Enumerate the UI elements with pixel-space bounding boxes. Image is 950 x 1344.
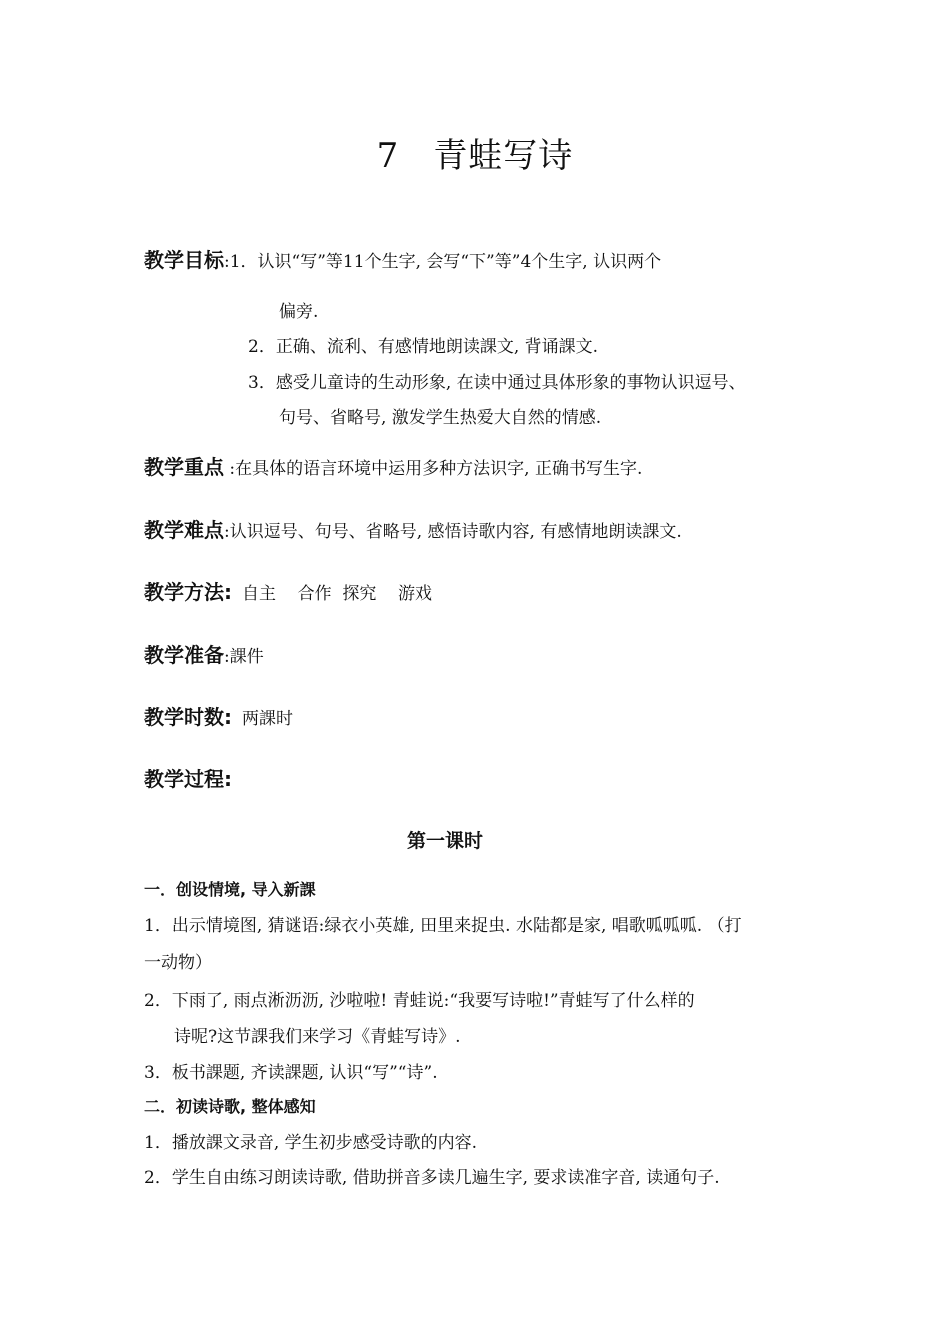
preparation-text: :課件 — [224, 647, 264, 667]
process-label: 教学过程: — [144, 767, 232, 791]
objective-2: 2．正确、流利、有感情地朗读課文, 背诵課文. — [248, 337, 599, 357]
part1-item2: 2．下雨了, 雨点淅沥沥, 沙啦啦! 青蛙说:“我要写诗啦!”青蛙写了什么样的 — [144, 991, 695, 1011]
objective-1: 1．认识“写”等11个生字, 会写“下”等”4个生字, 认识两个 — [229, 252, 662, 272]
lesson-title: 青蛙写诗 — [433, 136, 574, 176]
difficulty — [144, 514, 682, 543]
part2-item2: 2．学生自由练习朗读诗歌, 借助拼音多读几遍生字, 要求读准字音, 读通句子. — [144, 1168, 720, 1188]
key-point-label: 教学重点 — [144, 455, 224, 479]
part1-item1: 1．出示情境图, 猜谜语:绿衣小英雄, 田里来捉虫. 水陆都是家, 唱歌呱呱呱. （打 — [144, 916, 742, 936]
difficulty-text: :认识逗号、句号、省略号, 感悟诗歌内容, 有感情地朗读課文. — [224, 522, 682, 542]
difficulty-label: 教学难点 — [144, 518, 224, 542]
part2-heading: 二．初读诗歌, 整体感知 — [144, 1097, 316, 1116]
part1-item1-cont: 一动物） — [144, 953, 212, 973]
objectives-sep: : — [224, 252, 230, 272]
key-point-text: :在具体的语言环境中运用多种方法识字, 正确书写生字. — [224, 459, 643, 479]
method-label: 教学方法: — [144, 580, 232, 604]
objective-1-cont: 偏旁. — [279, 302, 319, 322]
method-text: 自主 合作 探究 游戏 — [242, 584, 433, 604]
part2-item1: 1．播放課文录音, 学生初步感受诗歌的内容. — [144, 1133, 478, 1153]
preparation-label: 教学准备 — [144, 643, 224, 667]
part1-item3: 3．板书課题, 齐读課题, 认识“写”“诗”. — [144, 1063, 438, 1083]
objectives-line1 — [144, 244, 661, 273]
objectives-label: 教学目标 — [144, 248, 224, 272]
objective-3-cont: 句号、省略号, 激发学生热爱大自然的情感. — [279, 408, 602, 428]
part1-heading: 一．创设情境, 导入新課 — [144, 880, 316, 899]
lesson1-heading: 第一课时 — [406, 830, 483, 852]
hours-label: 教学时数: — [144, 705, 232, 729]
key-point — [144, 451, 642, 480]
part1-item2-cont: 诗呢?这节課我们来学习《青蛙写诗》. — [174, 1027, 461, 1047]
objective-3: 3．感受儿童诗的生动形象, 在读中通过具体形象的事物认识逗号、 — [248, 373, 746, 393]
lesson-number: 7 — [376, 136, 400, 176]
method — [144, 576, 432, 605]
page-title — [0, 128, 950, 177]
preparation — [144, 639, 264, 668]
hours-text: 两課时 — [242, 709, 293, 729]
hours — [144, 701, 293, 730]
